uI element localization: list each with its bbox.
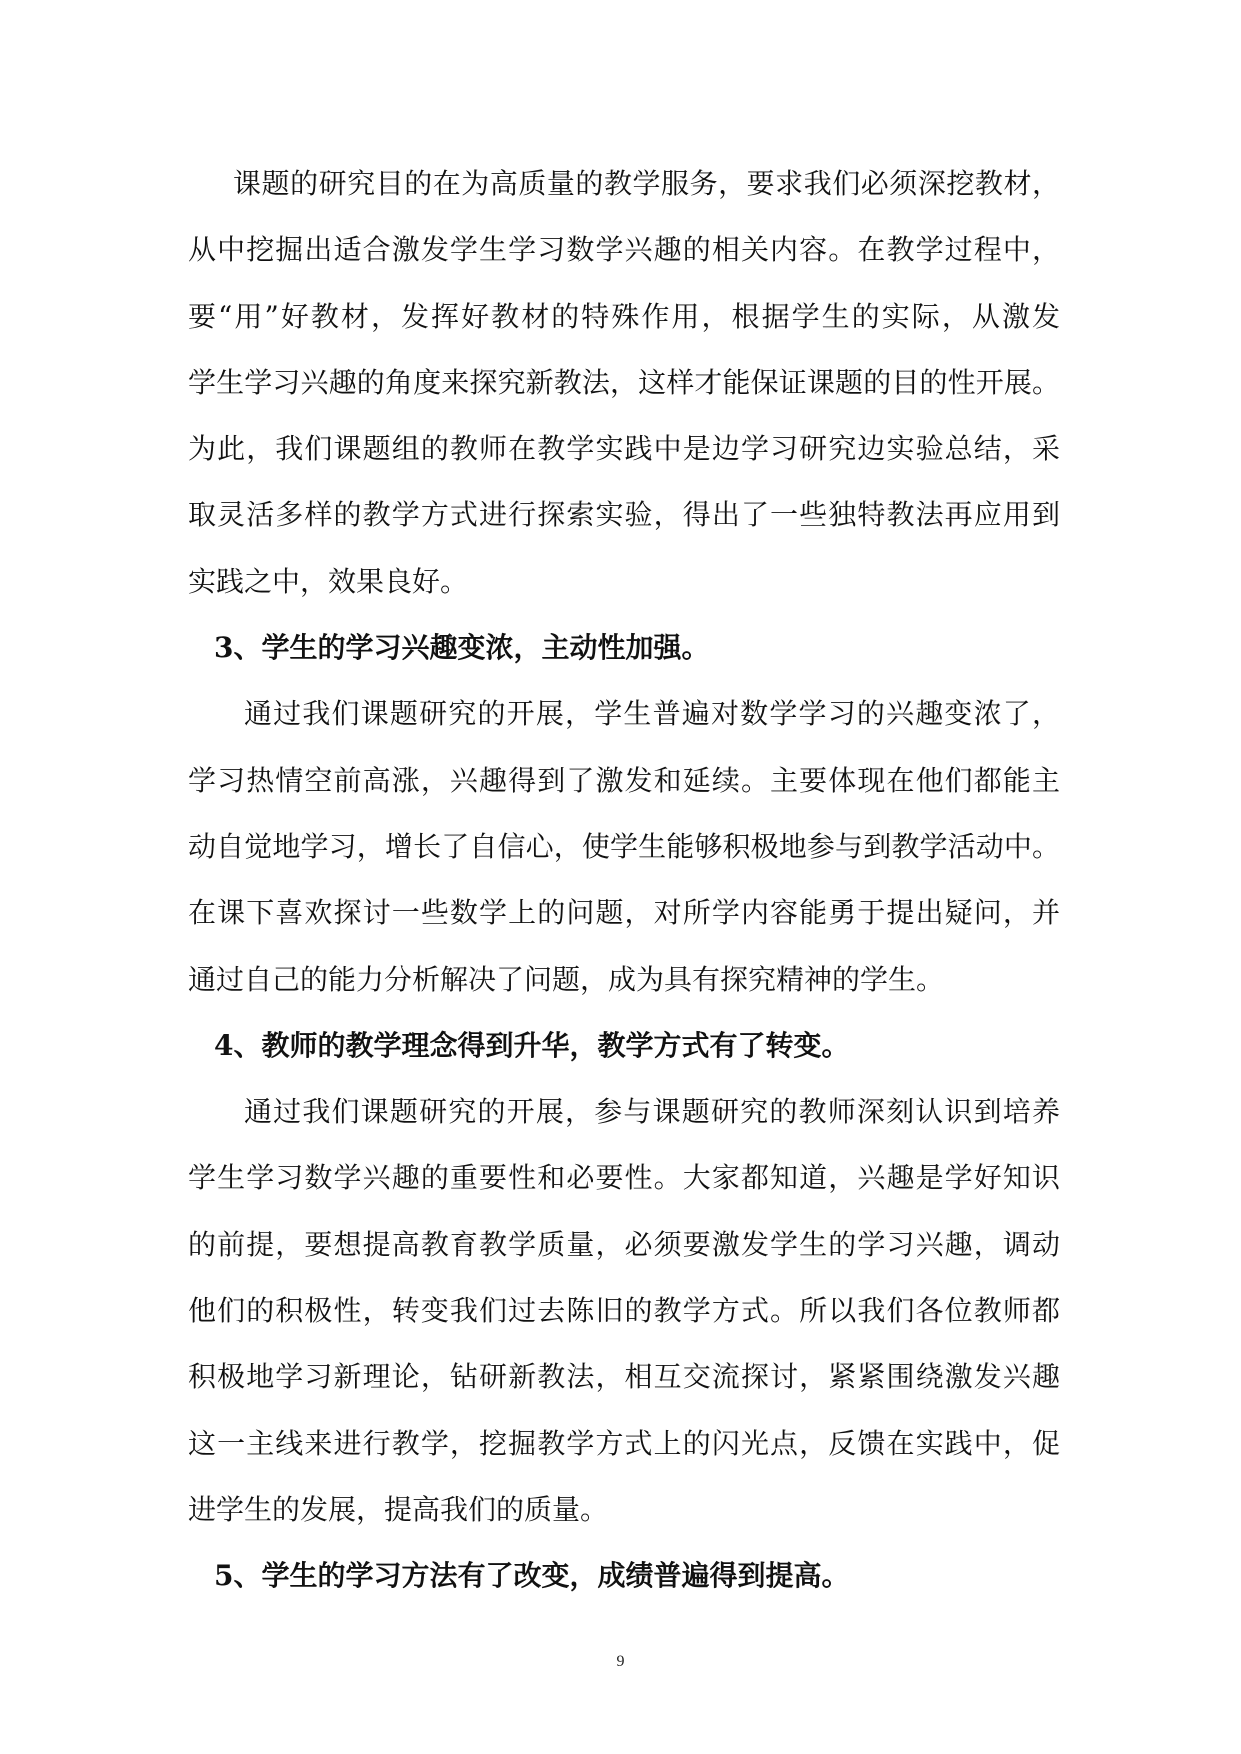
paragraph-line: 进学生的发展，提高我们的质量。 [188,1492,609,1526]
paragraph-line: 的前提，要想提高教育教学质量，必须要激发学生的学习兴趣，调动 [188,1227,1060,1261]
paragraph-line: 要“用”好教材，发挥好教材的特殊作用，根据学生的实际，从激发 [188,299,1060,333]
body-text [188,151,1060,1610]
paragraph-line: 通过我们课题研究的开展，学生普遍对数学学习的兴趣变浓了， [244,697,1060,731]
paragraph-line: 通过我们课题研究的开展，参与课题研究的教师深刻认识到培养 [244,1095,1060,1129]
section-heading-4: 4、教师的教学理念得到升华，教学方式有了转变。 [214,1028,850,1062]
paragraph-line: 学习热情空前高涨，兴趣得到了激发和延续。主要体现在他们都能主 [188,763,1060,797]
paragraph-line: 动自觉地学习，增长了自信心，使学生能够积极地参与到教学活动中。 [188,829,1060,863]
paragraph-line: 从中挖掘出适合激发学生学习数学兴趣的相关内容。在教学过程中， [188,233,1060,267]
paragraph-line: 课题的研究目的在为高质量的教学服务，要求我们必须深挖教材， [233,167,1060,200]
paragraph-line: 学生学习数学兴趣的重要性和必要性。大家都知道，兴趣是学好知识 [188,1161,1060,1195]
section-heading-3: 3、学生的学习兴趣变浓，主动性加强。 [214,631,710,665]
page-number: 9 [616,1653,625,1670]
paragraph-line: 学生学习兴趣的角度来探究新教法，这样才能保证课题的目的性开展。 [188,365,1060,399]
paragraph-line: 通过自己的能力分析解决了问题，成为具有探究精神的学生。 [188,962,945,996]
paragraph-line: 在课下喜欢探讨一些数学上的问题，对所学内容能勇于提出疑问，并 [188,896,1060,930]
section-heading-5: 5、学生的学习方法有了改变，成绩普遍得到提高。 [214,1559,850,1593]
paragraph-line: 他们的积极性，转变我们过去陈旧的教学方式。所以我们各位教师都 [188,1294,1060,1328]
paragraph-line: 实践之中，效果良好。 [188,564,469,598]
paragraph-line: 为此，我们课题组的教师在教学实践中是边学习研究边实验总结，采 [188,432,1060,466]
paragraph-line: 这一主线来进行教学，挖掘教学方式上的闪光点，反馈在实践中，促 [188,1426,1060,1460]
paragraph-line: 积极地学习新理论，钻研新教法，相互交流探讨，紧紧围绕激发兴趣 [188,1360,1060,1394]
paragraph-line: 取灵活多样的教学方式进行探索实验，得出了一些独特教法再应用到 [188,498,1060,532]
